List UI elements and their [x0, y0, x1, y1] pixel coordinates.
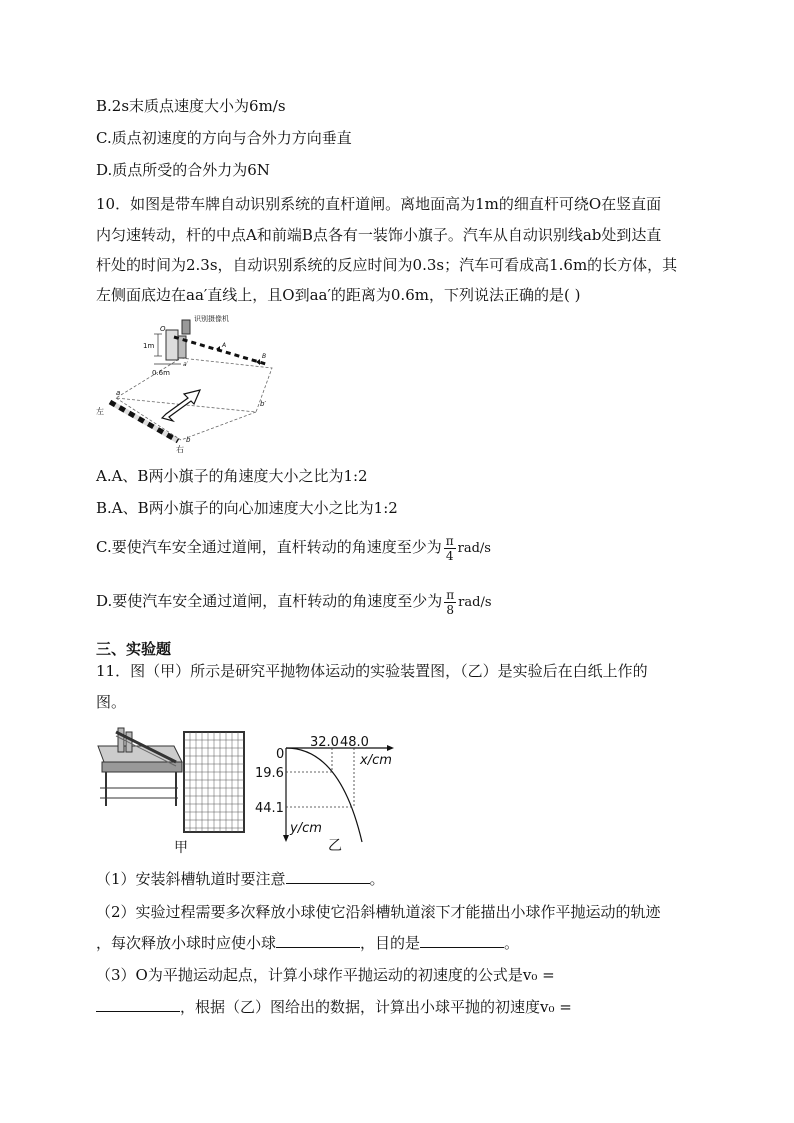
graph-x-tick-1: 32.0 — [310, 735, 339, 750]
point-label-b: b — [186, 436, 191, 444]
q9-option-c: C.质点初速度的方向与合外力方向垂直 — [96, 129, 352, 147]
q10-option-d-fraction — [444, 588, 456, 617]
q11-part-2-text-b: ，目的是 — [360, 934, 421, 952]
graph-y-tick-1: 19.6 — [255, 766, 284, 781]
graph-x-tick-2: 48.0 — [340, 735, 369, 750]
q10-option-c — [96, 532, 491, 564]
q11-trajectory-graph — [255, 734, 410, 854]
flag-label-a: A — [222, 342, 227, 349]
pivot-label-o: O — [160, 325, 166, 333]
section-heading: 三、实验题 — [96, 640, 172, 658]
q11-part-2-end: 。 — [504, 934, 520, 952]
fraction-denominator: 4 — [445, 548, 454, 563]
q11-part-1-text: （1）安装斜槽轨道时要注意 — [96, 870, 286, 888]
fraction-numerator: π — [445, 533, 454, 548]
q10-option-d-text: D.要使汽车安全通过道闸，直杆转动的角速度至少为 — [96, 592, 443, 610]
q11-part-1-end: 。 — [369, 870, 385, 888]
graph-y-tick-2: 44.1 — [255, 801, 284, 816]
q10-option-c-unit: rad/s — [457, 541, 491, 556]
answer-blank-1[interactable] — [286, 869, 370, 884]
height-label: 1m — [143, 342, 155, 350]
answer-blank-3[interactable] — [420, 933, 504, 948]
q11-part-3-line-2 — [96, 997, 572, 1017]
q10-option-c-fraction — [444, 534, 456, 563]
q9-option-b: B.2s末质点速度大小为6m/s — [96, 97, 286, 115]
q11-stem-line-2: 图。 — [96, 693, 127, 711]
q10-stem-line-3: 杆处的时间为2.3s，自动识别系统的反应时间为0.3s；汽车可看成高1.6m的长方体，其 — [96, 256, 678, 274]
figure-label-jia: 甲 — [174, 840, 188, 856]
point-label-a: a — [116, 389, 121, 397]
q10-option-d — [96, 586, 492, 618]
graph-x-axis-label: x/cm — [360, 753, 392, 768]
q10-option-b: B.A、B两小旗子的向心加速度大小之比为1:2 — [96, 499, 398, 517]
q11-part-3-text-b: ，根据（乙）图给出的数据，计算出小球平抛的初速度v₀ = — [180, 998, 572, 1016]
q11-apparatus-figure — [96, 726, 256, 856]
camera-label: 识别摄像机 — [194, 315, 229, 323]
figure-label-yi: 乙 — [328, 838, 342, 854]
q11-part-2-text-a: ，每次释放小球时应使小球 — [96, 934, 277, 952]
q11-part-1 — [96, 869, 385, 889]
flag-label-b: B — [262, 353, 267, 360]
q10-gate-figure — [96, 310, 286, 455]
answer-blank-2[interactable] — [276, 933, 360, 948]
q10-stem-line-2: 内匀速转动，杆的中点A和前端B点各有一装饰小旗子。汽车从自动识别线ab处到达直 — [96, 226, 662, 244]
q11-stem-line-1: 11．图（甲）所示是研究平抛物体运动的实验装置图，（乙）是实验后在白纸上作的 — [96, 662, 648, 680]
fraction-numerator: π — [446, 587, 455, 602]
line-label-a-prime: a′ — [183, 361, 189, 368]
q11-part-2-line-2 — [96, 933, 519, 953]
distance-label: 0.6m — [152, 369, 170, 377]
q10-stem-line-1: 10．如图是带车牌自动识别系统的直杆道闸。离地面高为1m的细直杆可绕O在竖直面 — [96, 195, 662, 213]
right-label: 右 — [176, 445, 184, 454]
q9-option-d: D.质点所受的合外力为6N — [96, 161, 270, 179]
recognition-line-stripes — [110, 402, 178, 441]
q11-part-3-line-1: （3）O为平抛运动起点，计算小球作平抛运动的初速度的公式是v₀ = — [96, 966, 555, 984]
answer-blank-4[interactable] — [96, 997, 180, 1012]
left-label: 左 — [96, 407, 104, 416]
fraction-denominator: 8 — [446, 602, 455, 617]
point-label-b-prime: b′ — [260, 400, 267, 408]
graph-origin-label: 0 — [276, 747, 285, 762]
graph-y-axis-label: y/cm — [290, 821, 322, 836]
q11-part-2-line-1: （2）实验过程需要多次释放小球使它沿斜槽轨道滚下才能描出小球作平抛运动的轨迹 — [96, 903, 661, 921]
q10-stem-line-4: 左侧面底边在aa′直线上，且O到aa′的距离为0.6m，下列说法正确的是( ) — [96, 286, 581, 304]
q10-option-a: A.A、B两小旗子的角速度大小之比为1:2 — [96, 467, 368, 485]
q10-option-d-unit: rad/s — [458, 595, 492, 610]
q10-option-c-text: C.要使汽车安全通过道闸，直杆转动的角速度至少为 — [96, 538, 442, 556]
